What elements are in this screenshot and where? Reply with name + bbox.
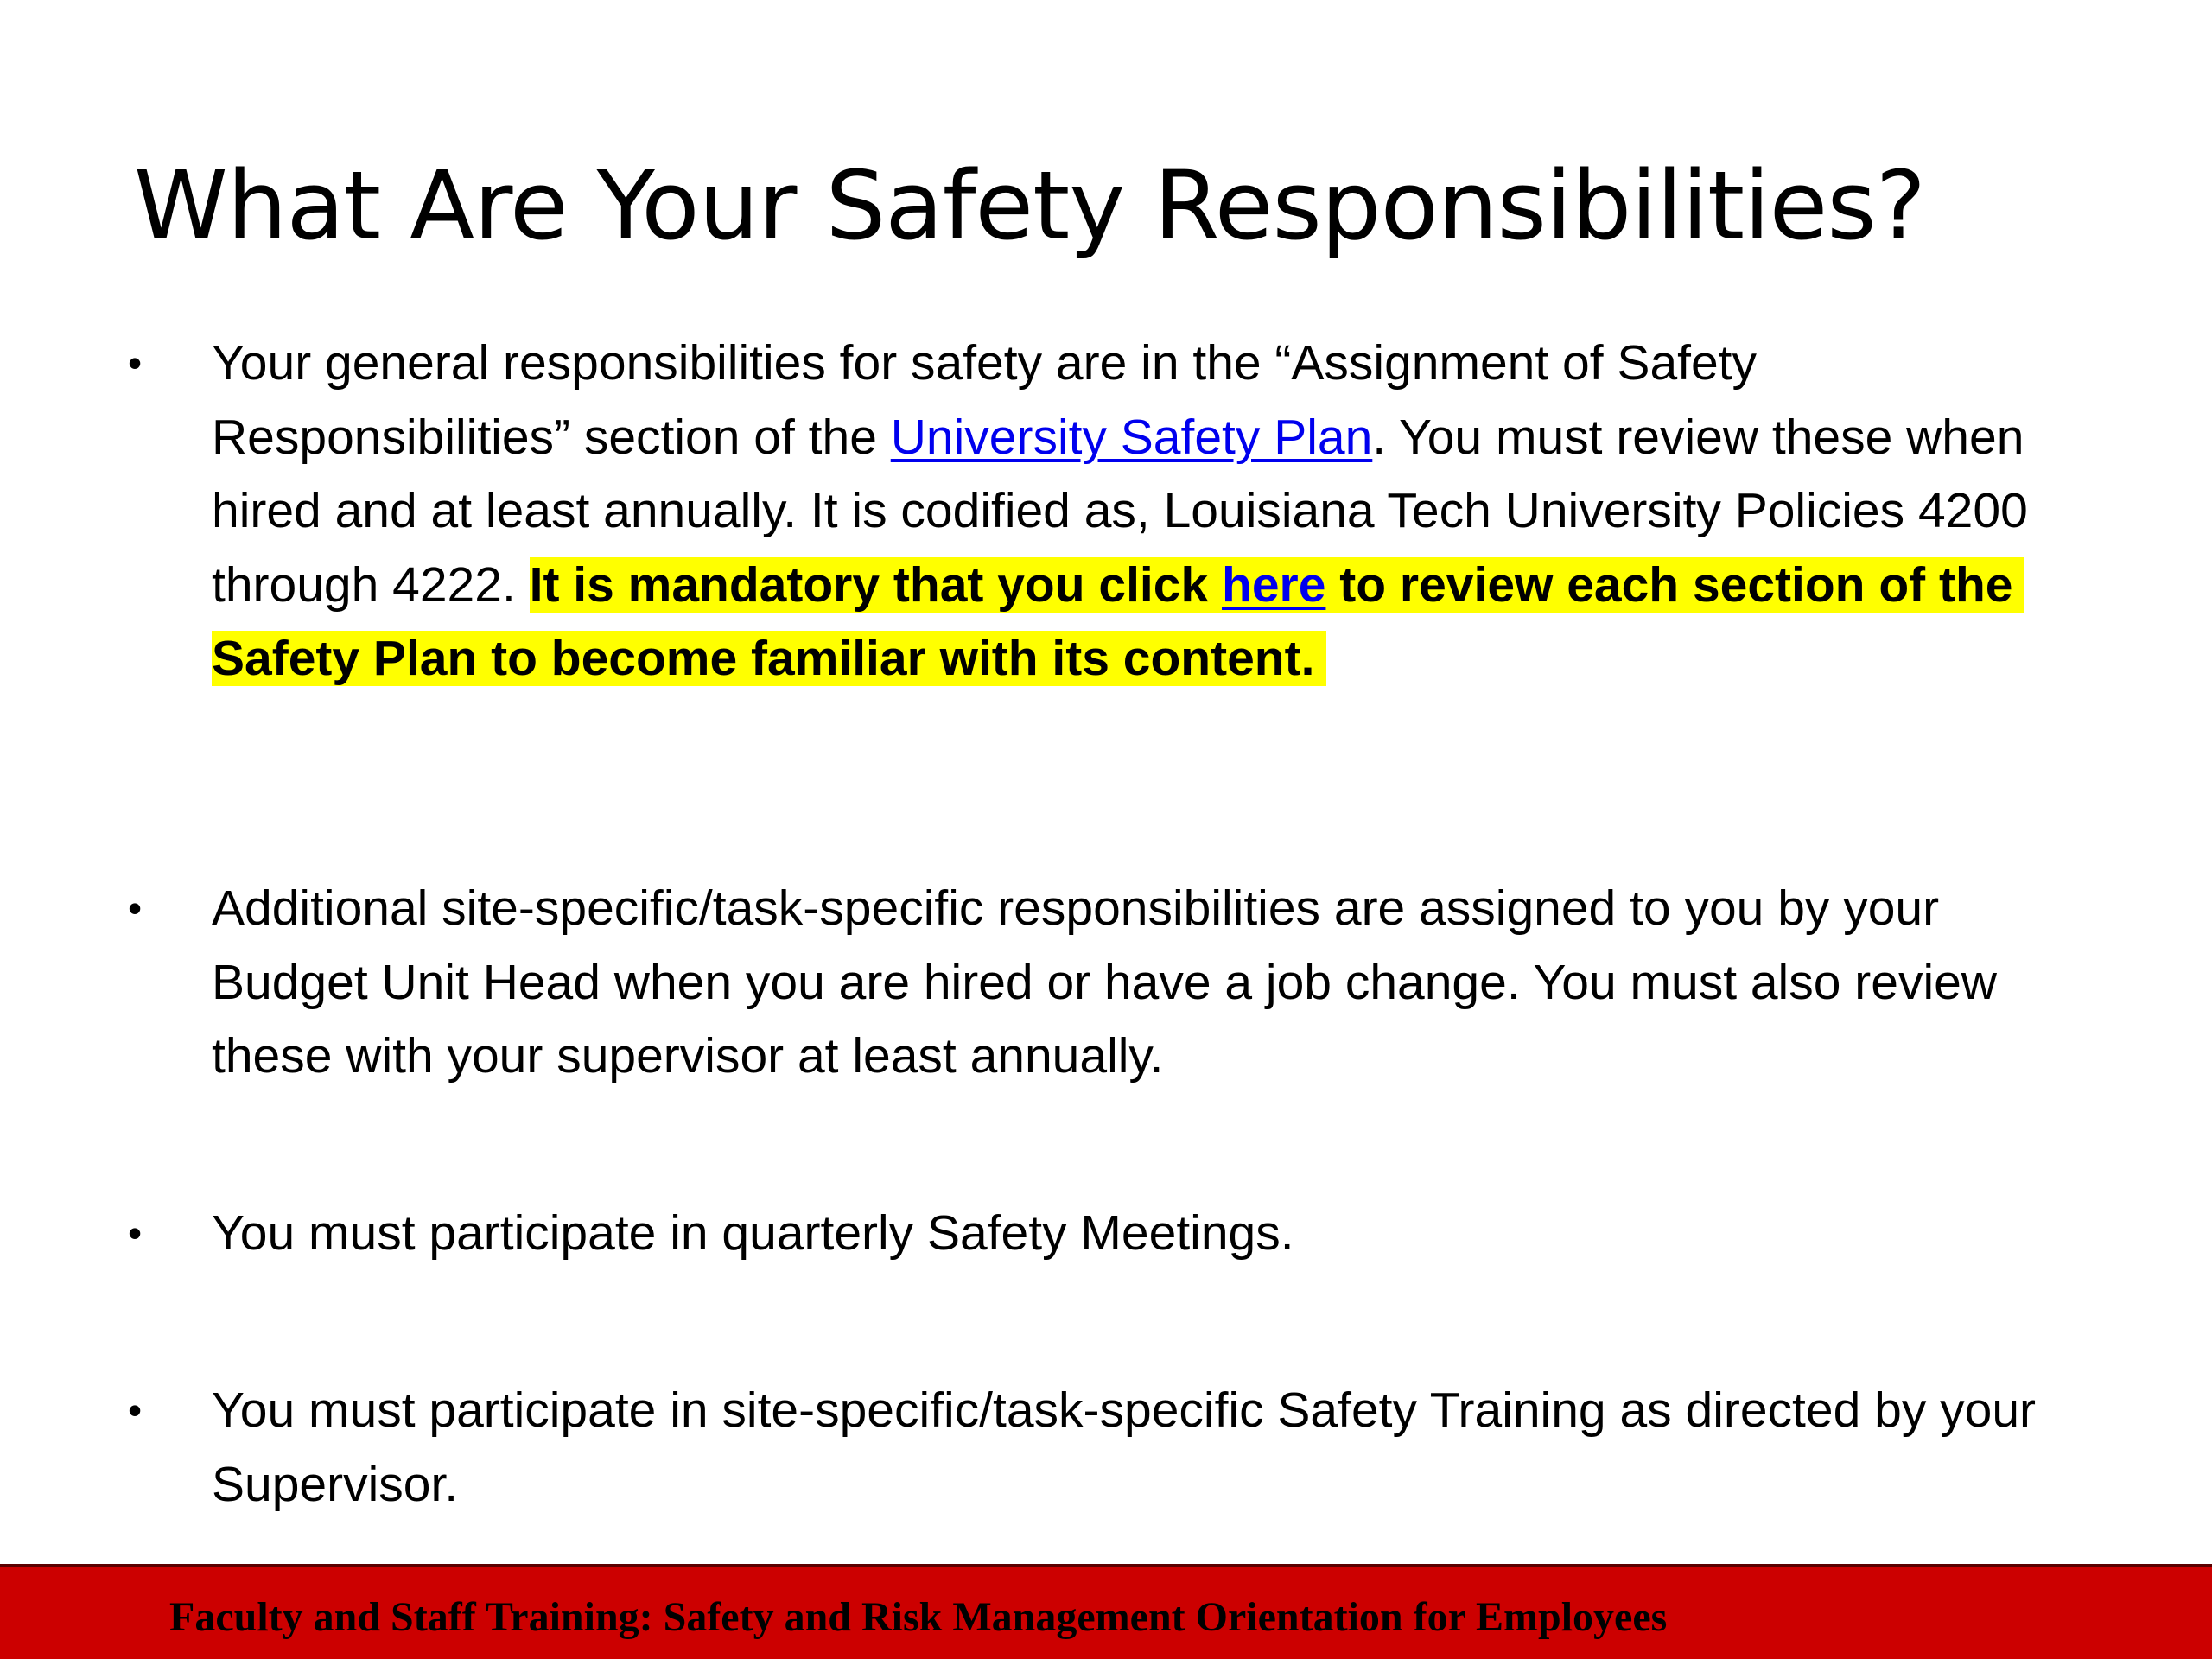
bullet-dot-icon: • xyxy=(128,886,143,931)
bullet-text: Additional site-specific/task-specific responsibilities are assigned to you by your Budget Unit Head when you are hired or have a job change. You must also review these with your supervisor at least annually. xyxy=(212,880,1997,1084)
bullet-dot-icon: • xyxy=(128,340,143,385)
slide-title: What Are Your Safety Responsibilities? xyxy=(134,150,1926,261)
footer-bar xyxy=(0,1564,2212,1659)
bullet-text: You must participate in site-specific/task-specific Safety Training as directed by your Supervisor. xyxy=(212,1382,2037,1512)
bullet-text-before-link: Your general responsibilities for safety are in the “Assignment of Safety Responsibilities” section of the xyxy=(212,335,1758,465)
highlight-text-before-link: It is mandatory that you click xyxy=(529,556,1223,613)
bullet-dot-icon: • xyxy=(128,1388,143,1433)
safety-plan-here-link[interactable]: here xyxy=(1222,556,1326,613)
bullet-text-after-link: . You must review these when hired and at least annually. It is codified as, Louisiana Tech University Policies 4200 through 4222. xyxy=(212,409,2028,613)
university-safety-plan-link[interactable]: University Safety Plan xyxy=(890,409,1373,465)
highlight-text-after-link: to review each section of the Safety Plan to become familiar with its content. xyxy=(212,556,2013,686)
footer-text: Faculty and Staff Training: Safety and Risk Management Orientation for Employees xyxy=(169,1594,1668,1640)
bullet-text xyxy=(212,327,2069,696)
bullet-dot-icon: • xyxy=(128,1211,143,1255)
bullet-text: You must participate in quarterly Safety Meetings. xyxy=(212,1205,1294,1261)
